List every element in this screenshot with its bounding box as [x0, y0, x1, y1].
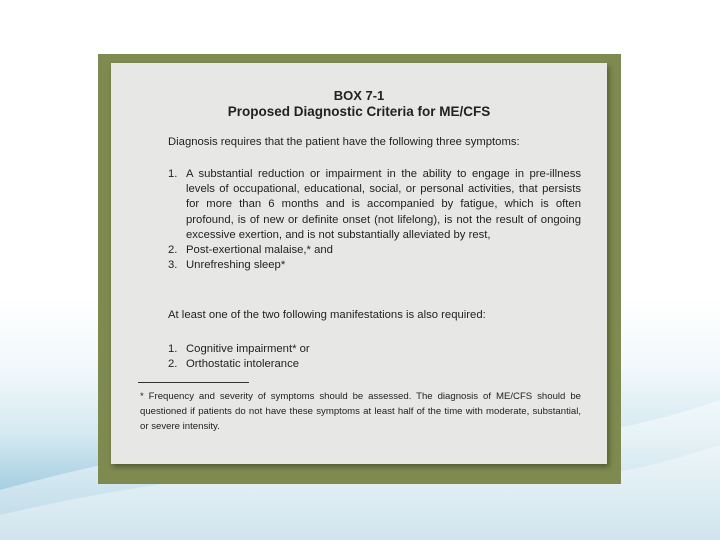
- list-item: [168, 258, 581, 273]
- list-item-text: Unrefreshing sleep*: [186, 259, 286, 272]
- list-item: [168, 357, 581, 372]
- list-item-text: Cognitive impairment* or: [186, 343, 310, 355]
- list-item: [168, 167, 581, 243]
- list-item-number: 1.: [168, 168, 178, 180]
- footnote-divider: [138, 382, 249, 383]
- additional-manifestations-intro: At least one of the two following manifestations is also required:: [168, 309, 486, 321]
- box-number: BOX 7-1: [333, 88, 385, 103]
- footnote: * Frequency and severity of symptoms should be assessed. The diagnosis of ME/CFS should be questioned if patients do not have these symptoms at least half of the time with moderate, substantial, or severe intensity.: [140, 391, 581, 432]
- list-item-number: 2.: [168, 244, 178, 257]
- list-item: [168, 342, 581, 357]
- diagnostic-criteria-box: [111, 63, 607, 464]
- list-item-text: A substantial reduction or impairment in the ability to engage in pre-illness levels of occupational, educational, social, or personal activities, that persists for more than 6 months and is accompanied by fatigue, which is often profound, is of new or definite onset (not lifelong), is not the result of ongoing excessive exertion, and is not substantially alleviated by rest,: [186, 168, 581, 241]
- list-item: [168, 243, 581, 258]
- list-item-number: 3.: [168, 259, 178, 272]
- required-symptoms-intro: Diagnosis requires that the patient have the following three symptoms:: [168, 136, 520, 148]
- list-item-number: 1.: [168, 343, 178, 355]
- list-item-text: Orthostatic intolerance: [186, 358, 300, 371]
- box-title: Proposed Diagnostic Criteria for ME/CFS: [227, 104, 491, 119]
- additional-manifestations-list: [168, 342, 581, 372]
- list-item-number: 2.: [168, 358, 178, 371]
- list-item-text: Post-exertional malaise,* and: [186, 244, 333, 257]
- required-symptoms-list: [168, 167, 581, 273]
